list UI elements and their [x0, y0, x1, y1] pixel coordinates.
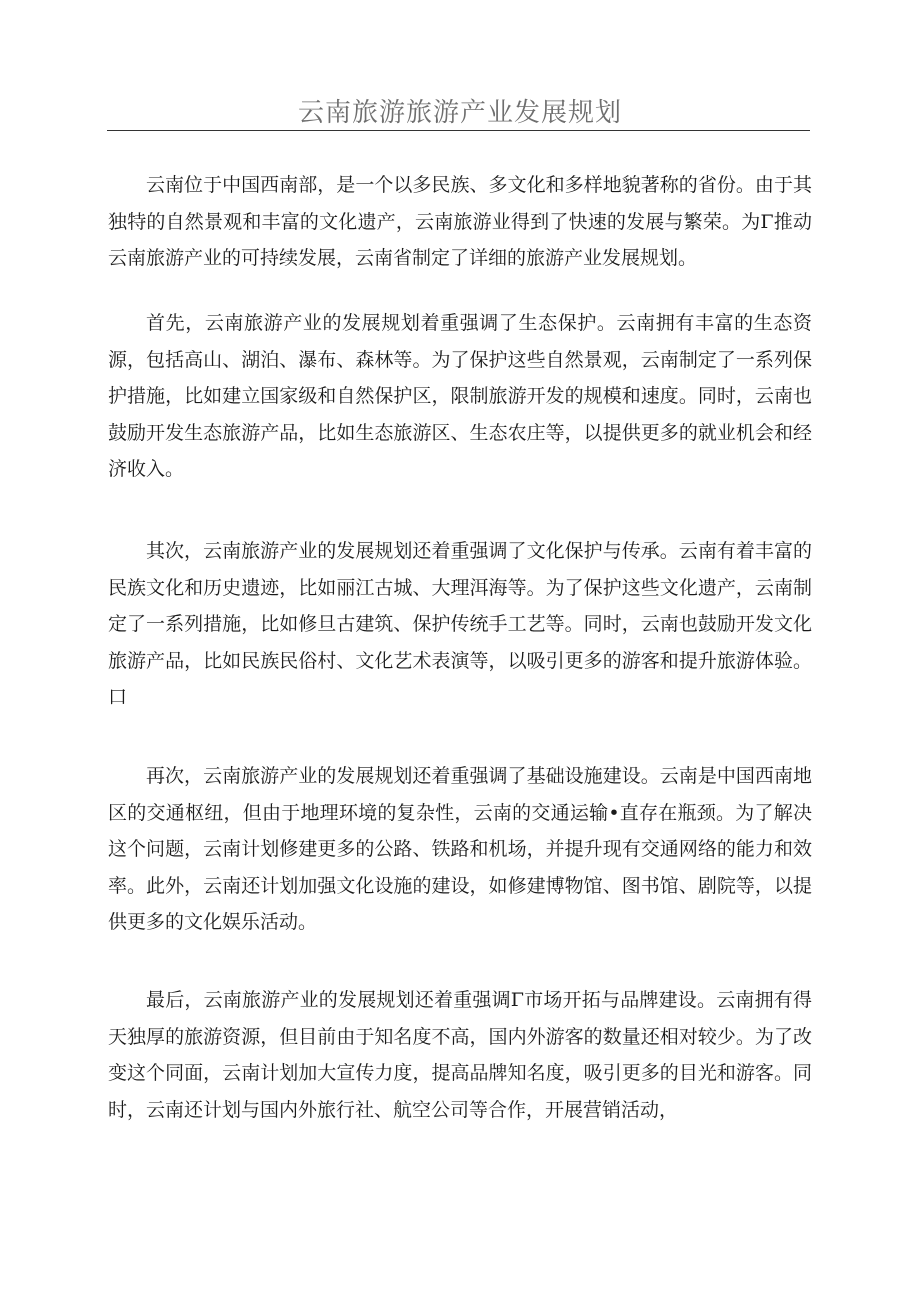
paragraph-ecology: 首先，云南旅游产业的发展规划着重强调了生态保护。云南拥有丰富的生态资源，包括高山、湖泊、瀑布、森林等。为了保护这些自然景观，云南制定了一系列保护措施，比如建立国家级和自然保护区，限制旅游开发的规模和速度。同时，云南也鼓励开发生态旅游产品，比如生态旅游区、生态农庄等，以提供更多的就业机会和经济收入。 — [108, 312, 812, 480]
paragraph-culture: 其次，云南旅游产业的发展规划还着重强调了文化保护与传承。云南有着丰富的民族文化和历史遗迹，比如丽江古城、大理洱海等。为了保护这些文化遗产，云南制定了一系列措施，比如修旦古建筑、保护传统手工艺等。同时，云南也鼓励开发文化旅游产品，比如民族民俗村、文化艺术表演等，以吸引更多的游客和提升旅游体验。口 — [108, 540, 812, 708]
title-underline — [107, 130, 810, 131]
paragraph-intro: 云南位于中国西南部，是一个以多民族、多文化和多样地貌著称的省份。由于其独特的自然景观和丰富的文化遗产，云南旅游业得到了快速的发展与繁荣。为Γ推动云南旅游产业的可持续发展，云南省制定了详细的旅游产业发展规划。 — [108, 174, 812, 269]
paragraph-infrastructure: 再次，云南旅游产业的发展规划还着重强调了基础设施建设。云南是中国西南地区的交通枢纽，但由于地理环境的复杂性，云南的交通运输•直存在瓶颈。为了解决这个问题，云南计划修建更多的公路、铁路和机场，并提升现有交通网络的能力和效率。此外，云南还计划加强文化设施的建设，如修建博物馆、图书馆、剧院等，以提供更多的文化娱乐活动。 — [108, 765, 812, 933]
paragraph-marketing: 最后，云南旅游产业的发展规划还着重强调Γ市场开拓与品牌建设。云南拥有得天独厚的旅游资源，但目前由于知名度不高，国内外游客的数量还相对较少。为了改变这个同面，云南计划加大宣传力度，提高品牌知名度，吸引更多的目光和游客。同时，云南还计划与国内外旅行社、航空公司等合作，开展营销活动， — [108, 989, 812, 1121]
page-title: 云南旅游旅游产业发展规划 — [297, 98, 622, 128]
